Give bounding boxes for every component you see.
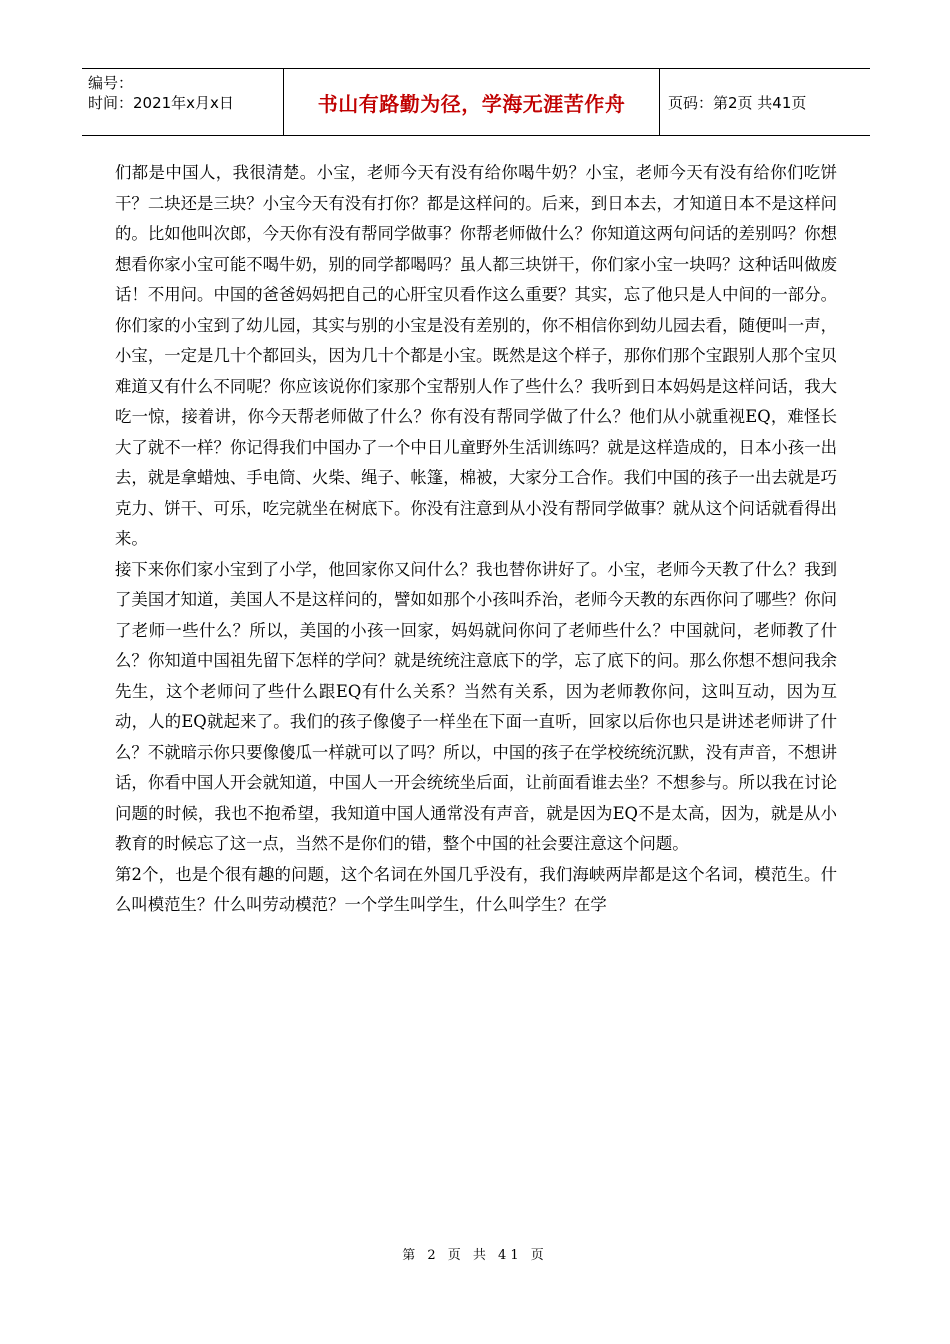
body-paragraph: 接下来你们家小宝到了小学，他回家你又问什么？我也替你讲好了。小宝，老师今天教了什么？我到了美国才知道，美国人不是这样问的，譬如如那个小孩叫乔治，老师今天教的东西你问了哪些？你问了老师一些什么？所以，美国的小孩一回家，妈妈就问你问了老师些什么？中国就问，老师教了什么？你知道中国祖先留下怎样的学问？就是统统注意底下的学，忘了底下的问。那么你想不想问我余先生，这个老师问了些什么跟EQ有什么关系？当然有关系，因为老师教你问，这叫互动，因为互动，人的EQ就起来了。我们的孩子像傻子一样坐在下面一直听，回家以后你也只是讲述老师讲了什么？不就暗示你只要像傻瓜一样就可以了吗？所以，中国的孩子在学校统统沉默，没有声音，不想讲话，你看中国人开会就知道，中国人一开会统统坐后面，让前面看谁去坐？不想参与。所以我在讨论问题的时候，我也不抱希望，我知道中国人通常没有声音，就是因为EQ不是太高，因为，就是从小教育的时候忘了这一点，当然不是你们的错，整个中国的社会要注意这个问题。 — [115, 559, 837, 853]
page-footer: 第 2 页 共 41 页 — [402, 1248, 548, 1263]
document-date-label: 时间：2021年x月x日 — [88, 94, 234, 112]
header-meta — [82, 69, 284, 135]
document-body — [115, 158, 837, 921]
header-motto: 书山有路勤为径，学海无涯苦作舟 — [284, 69, 660, 135]
document-number-label: 编号： — [88, 74, 134, 92]
body-paragraph: 第2个，也是个很有趣的问题，这个名词在外国几乎没有，我们海峡两岸都是这个名词，模范生。什么叫模范生？什么叫劳动模范？一个学生叫学生，什么叫学生？在学 — [115, 864, 837, 914]
body-paragraph: 们都是中国人，我很清楚。小宝，老师今天有没有给你喝牛奶？小宝，老师今天有没有给你们吃饼干？二块还是三块？小宝今天有没有打你？都是这样问的。后来，到日本去，才知道日本不是这样问的。比如他叫次郎，今天你有没有帮同学做事？你帮老师做什么？你知道这两句问话的差别吗？你想想看你家小宝可能不喝牛奶，别的同学都喝吗？虽人都三块饼干，你们家小宝一块吗？这种话叫做废话！不用问。中国的爸爸妈妈把自己的心肝宝贝看作这么重要？其实，忘了他只是人中间的一部分。你们家的小宝到了幼儿园，其实与别的小宝是没有差别的，你不相信你到幼儿园去看，随便叫一声，小宝，一定是几十个都回头，因为几十个都是小宝。既然是这个样子，那你们那个宝跟别人那个宝贝难道又有什么不同呢？你应该说你们家那个宝帮别人作了些什么？我听到日本妈妈是这样问话，我大吃一惊，接着讲，你今天帮老师做了什么？你有没有帮同学做了什么？他们从小就重视EQ，难怪长大了就不一样？你记得我们中国办了一个中日儿童野外生活训练吗？就是这样造成的，日本小孩一出去，就是拿蜡烛、手电筒、火柴、绳子、帐篷，棉被，大家分工合作。我们中国的孩子一出去就是巧克力、饼干、可乐，吃完就坐在树底下。你没有注意到从小没有帮同学做事？就从这个问话就看得出来。 — [115, 163, 837, 548]
page-header — [82, 68, 870, 136]
header-page-label: 页码：第2页 共41页 — [668, 93, 807, 112]
